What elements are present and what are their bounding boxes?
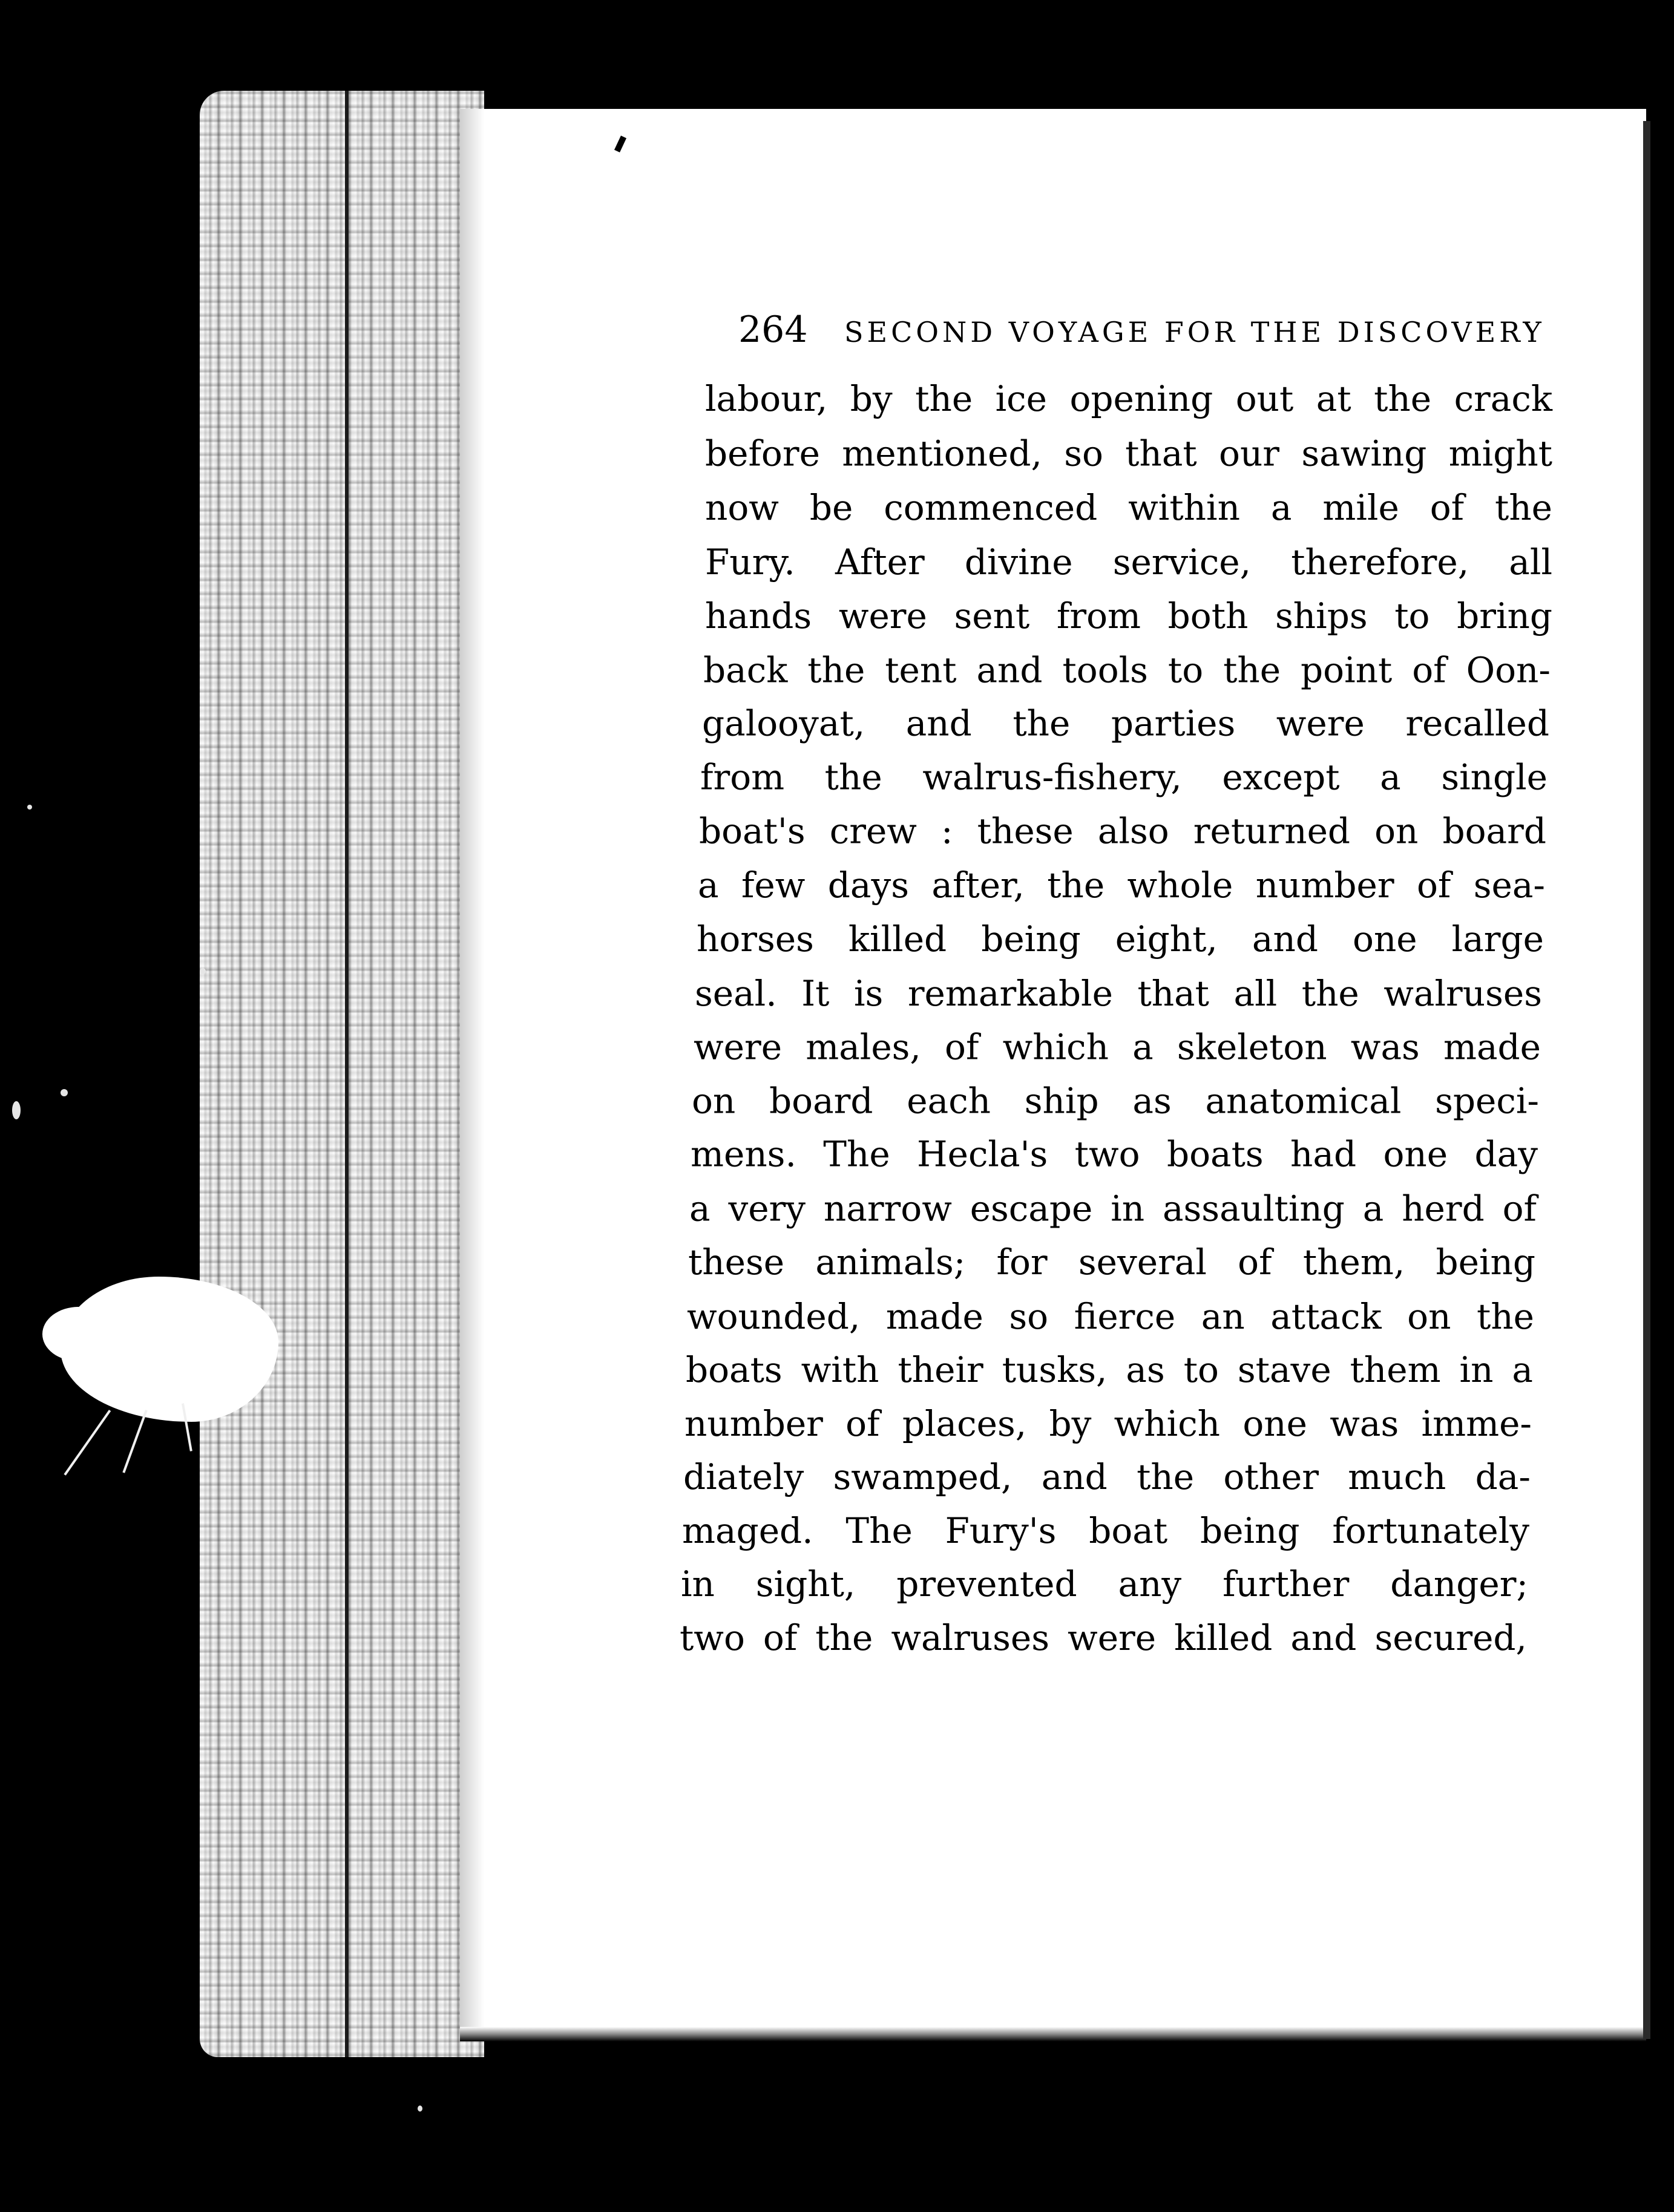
text-line: labour, by the ice opening out at the crack: [705, 378, 1552, 419]
dust-speck: [61, 1089, 68, 1096]
text-line: boat's crew : these also returned on board: [699, 810, 1546, 852]
text-line: were males, of which a skeleton was made: [694, 1026, 1541, 1068]
text-line: in sight, prevented any further danger;: [681, 1563, 1528, 1605]
page-right-edge: [1643, 121, 1650, 2039]
text-line: a very narrow escape in assaulting a herd of: [689, 1187, 1537, 1229]
text-line: two of the walruses were killed and secured,: [680, 1617, 1527, 1658]
text-line: diately swamped, and the other much da-: [683, 1456, 1531, 1497]
paper-fibre: [64, 1410, 111, 1476]
page-number: 264: [738, 309, 808, 351]
page-header: [738, 306, 1545, 360]
text-line: back the tent and tools to the point of Oon-: [703, 649, 1551, 691]
torn-paper-fragment: [42, 1307, 115, 1361]
text-line: maged. The Fury's boat being fortunately: [682, 1510, 1529, 1551]
text-line: on board each ship as anatomical speci-: [692, 1080, 1539, 1122]
text-line: number of places, by which one was imme-: [684, 1402, 1532, 1444]
text-line: these animals; for several of them, being: [688, 1242, 1535, 1283]
dust-speck: [418, 2106, 422, 2112]
text-line: horses killed being eight, and one large: [697, 918, 1544, 960]
text-line: before mentioned, so that our sawing might: [705, 433, 1552, 474]
text-line: hands were sent from both ships to bring: [705, 595, 1552, 636]
gutter-shadow: [460, 109, 484, 2039]
text-line: from the walrus-fishery, except a single: [700, 756, 1548, 798]
body-text: [680, 372, 1571, 1658]
book-fore-edge: [200, 91, 484, 2057]
page-bottom-edge: [460, 2027, 1646, 2041]
paper-fibre: [122, 1410, 147, 1473]
dust-speck: [12, 1101, 21, 1119]
text-line: galooyat, and the parties were recalled: [702, 702, 1549, 744]
text-line: a few days after, the whole number of sea-: [698, 864, 1545, 906]
text-line: seal. It is remarkable that all the walruses: [695, 972, 1542, 1014]
text-line: Fury. After divine service, therefore, all: [705, 541, 1552, 583]
text-line: wounded, made so fierce an attack on the: [687, 1295, 1534, 1337]
text-line: boats with their tusks, as to stave them in a: [686, 1349, 1533, 1390]
dust-speck: [200, 968, 206, 974]
text-line: mens. The Hecla's two boats had one day: [691, 1133, 1538, 1175]
running-head: SECOND VOYAGE FOR THE DISCOVERY: [844, 316, 1545, 348]
text-line: now be commenced within a mile of the: [705, 487, 1552, 529]
dust-speck: [27, 805, 32, 810]
